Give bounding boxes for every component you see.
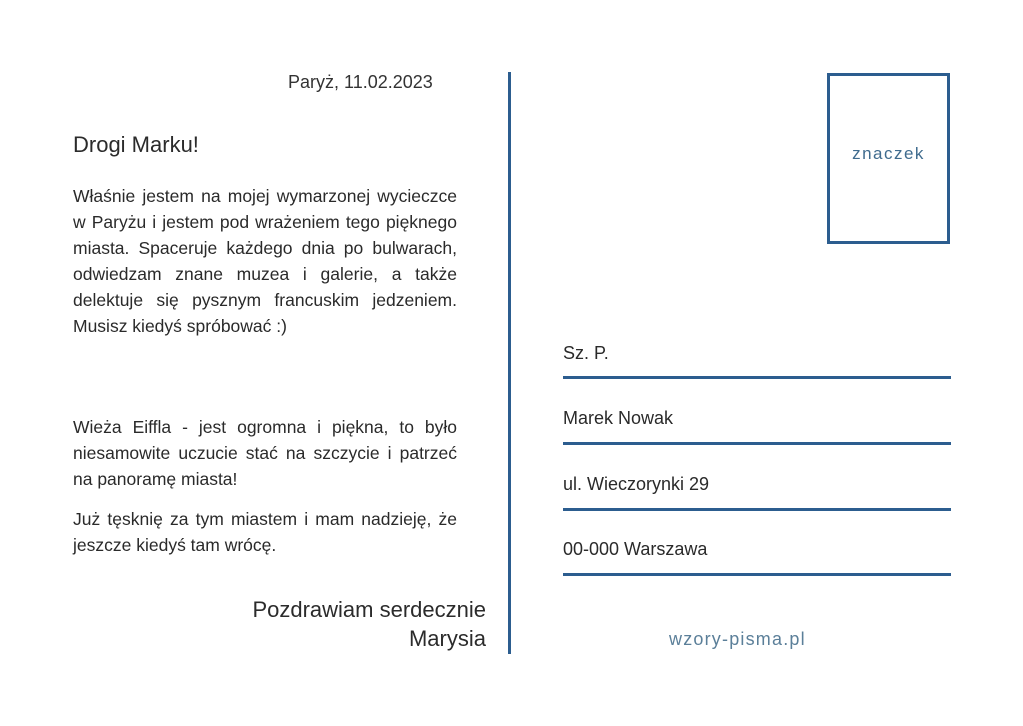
address-underline (563, 376, 951, 379)
address-underline (563, 573, 951, 576)
address-name: Marek Nowak (563, 408, 674, 428)
address-street: ul. Wieczorynki 29 (563, 474, 710, 494)
address-line-4 (563, 539, 951, 560)
address-line-2 (563, 408, 951, 429)
address-line-1 (563, 343, 951, 364)
address-salutation: Sz. P. (563, 343, 609, 363)
closing: Pozdrawiam serdecznie (252, 597, 486, 622)
vertical-divider (508, 72, 511, 654)
greeting: Drogi Marku! (73, 132, 199, 157)
paragraph-3: Już tęsknię za tym miastem i mam nadzieję, że jeszcze kiedyś tam wrócę. (73, 509, 457, 555)
letter-date: Paryż, 11.02.2023 (288, 72, 433, 92)
signoff (252, 595, 486, 653)
stamp-label: znaczek (852, 143, 925, 163)
stamp-box (827, 73, 950, 244)
address-underline (563, 508, 951, 511)
address-underline (563, 442, 951, 445)
paragraph-2: Wieża Eiffla - jest ogromna i piękna, to było niesamowite uczucie stać na szczycie i patrzeć na panoramę miasta! (73, 417, 457, 489)
address-city: 00-000 Warszawa (563, 539, 708, 559)
signature: Marysia (408, 626, 486, 651)
website-watermark: wzory-pisma.pl (669, 629, 806, 649)
address-line-3 (563, 474, 951, 495)
paragraph-1: Właśnie jestem na mojej wymarzonej wycieczce w Paryżu i jestem pod wrażeniem tego pięknego miasta. Spaceruje każdego dnia po bulwarach, odwiedzam znane muzea i galerie, a także delektuje się pysznym francuskim jedzeniem. Musisz kiedyś spróbować :) (73, 186, 457, 336)
